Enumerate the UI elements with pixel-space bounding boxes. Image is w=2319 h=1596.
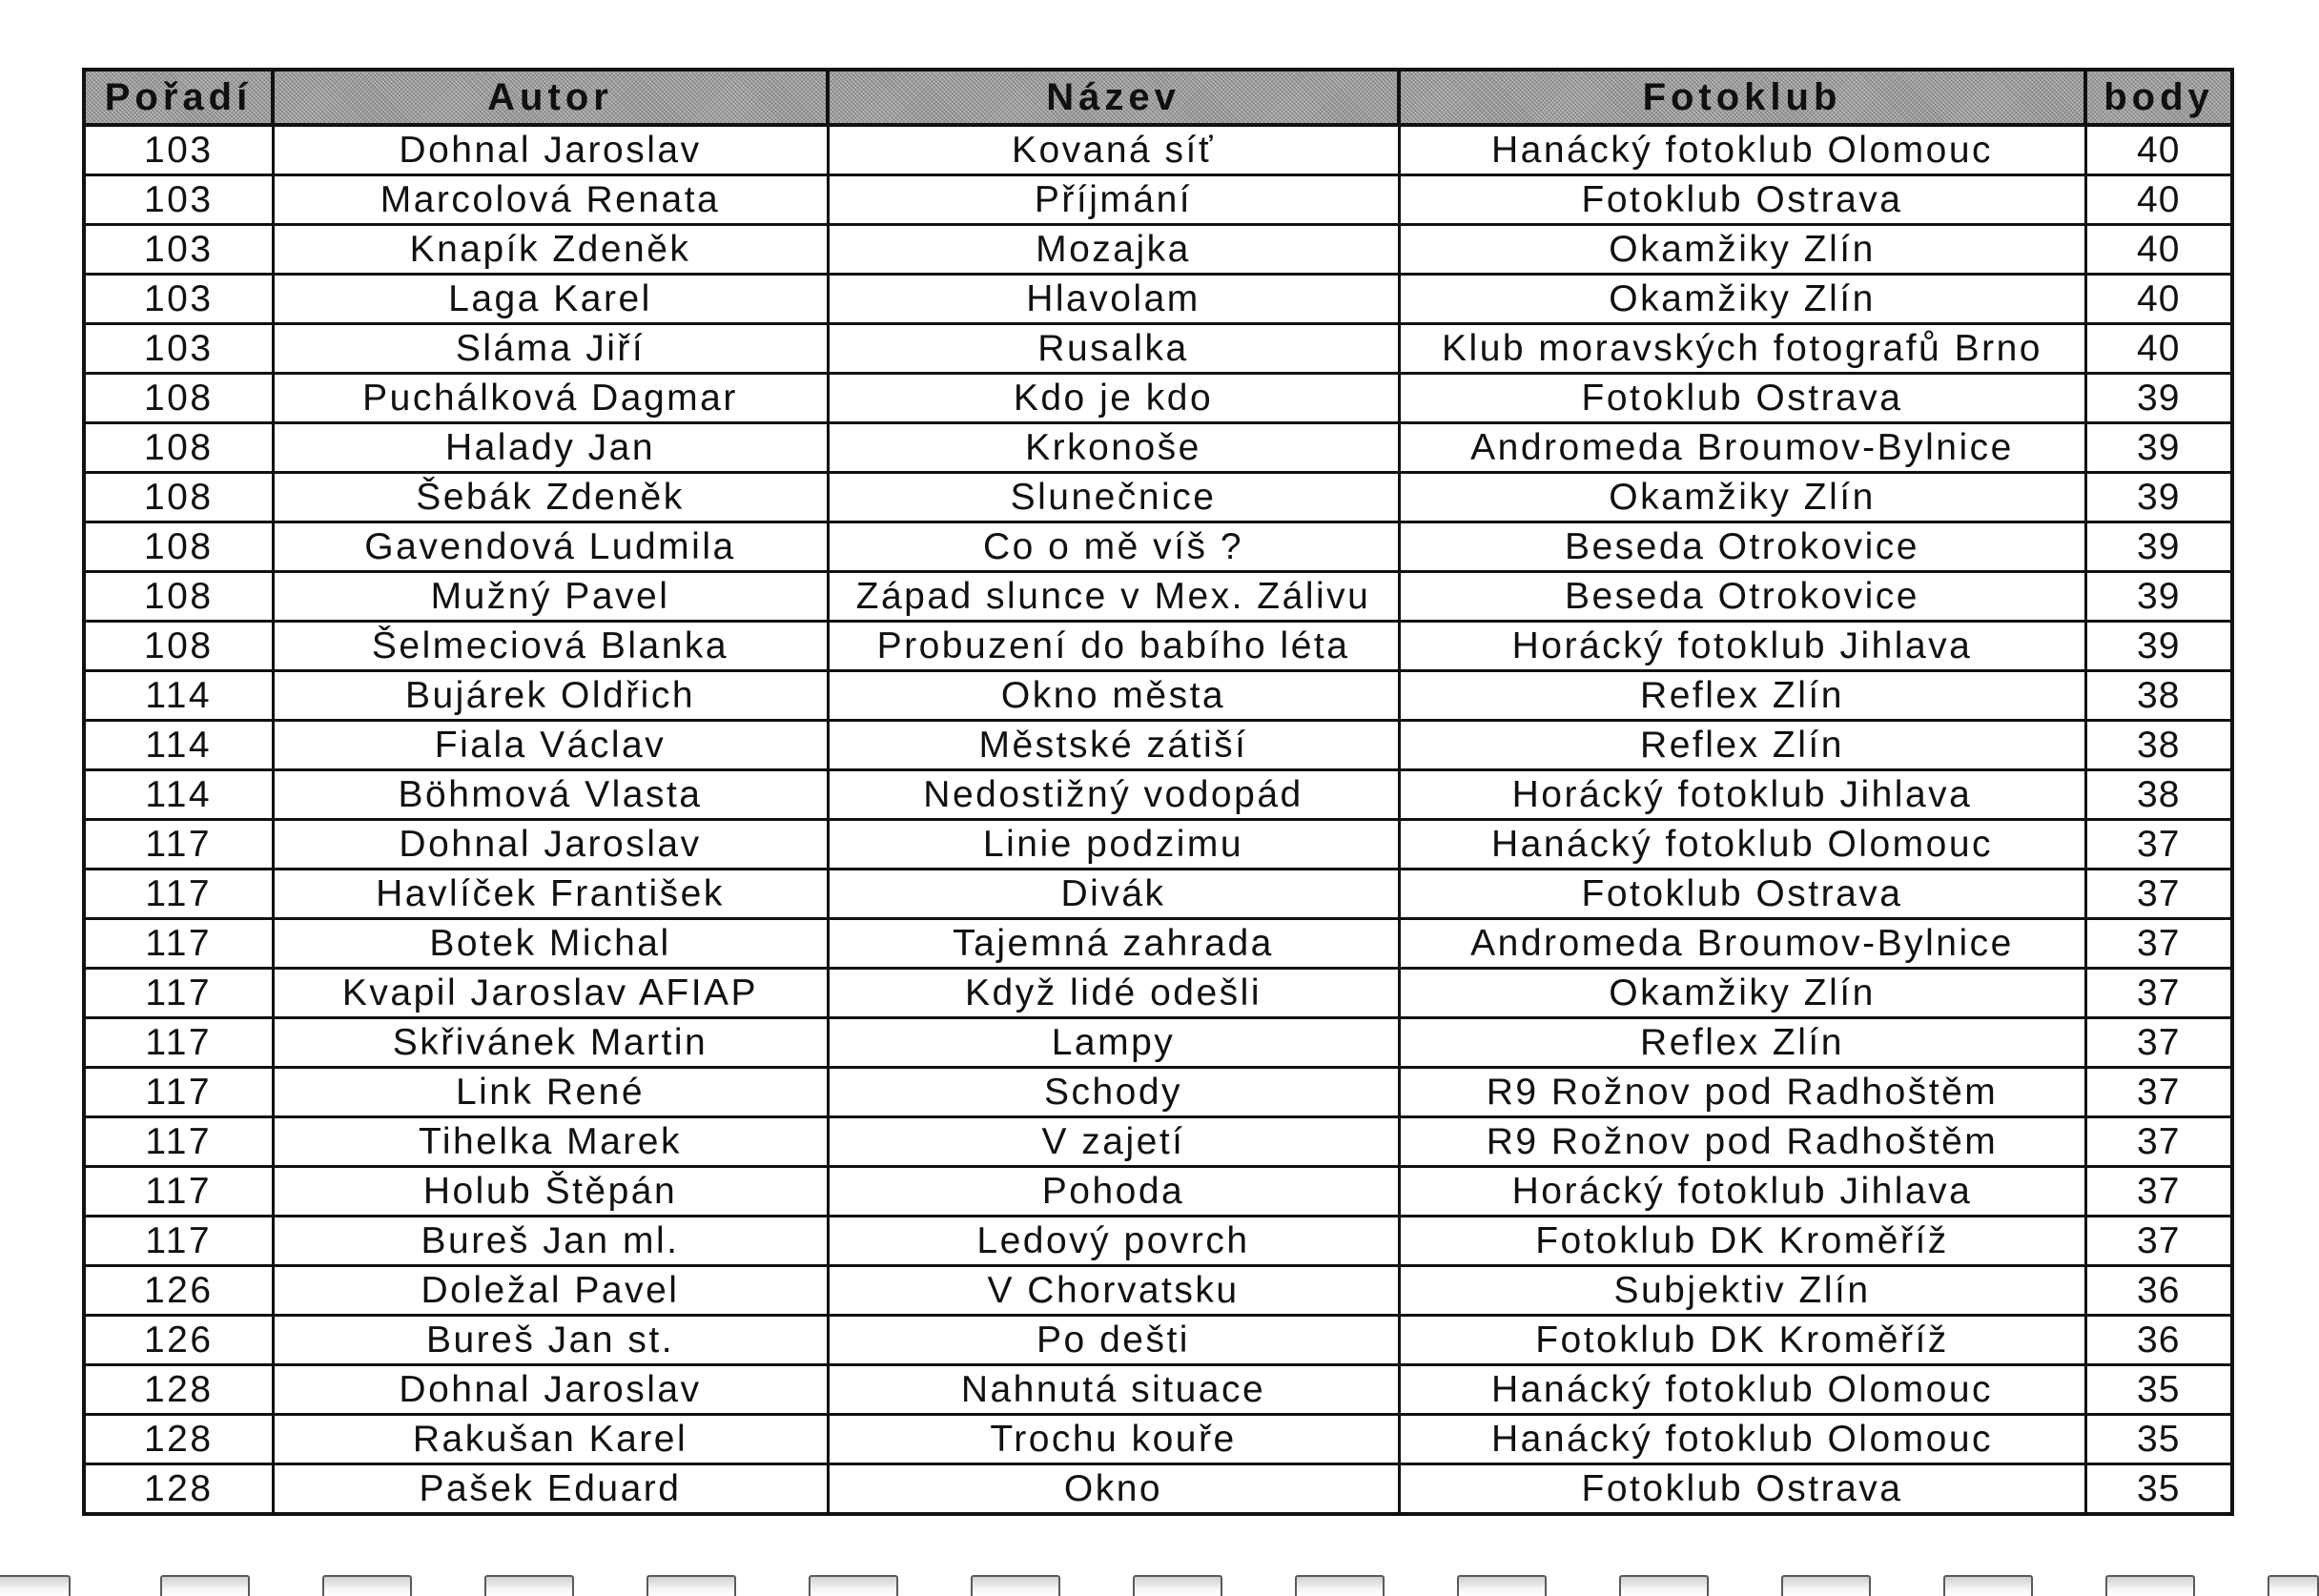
table-row xyxy=(84,1167,2232,1217)
cell-club: Andromeda Broumov-Bylnice xyxy=(1399,423,2085,473)
cell-author: Dohnal Jaroslav xyxy=(273,1365,828,1415)
cell-rank: 117 xyxy=(84,919,273,969)
cell-title: Linie podzimu xyxy=(828,820,1399,870)
cell-rank: 103 xyxy=(84,324,273,374)
cell-points: 37 xyxy=(2085,1068,2232,1117)
cell-points: 39 xyxy=(2085,522,2232,572)
cell-author: Bureš Jan ml. xyxy=(273,1217,828,1266)
table-row xyxy=(84,969,2232,1018)
cell-points: 39 xyxy=(2085,374,2232,423)
cell-author: Halady Jan xyxy=(273,423,828,473)
cell-title: Rusalka xyxy=(828,324,1399,374)
table-row xyxy=(84,1365,2232,1415)
cell-title: Probuzení do babího léta xyxy=(828,622,1399,671)
cell-points: 40 xyxy=(2085,324,2232,374)
perforation-hole xyxy=(1457,1575,1547,1596)
cell-rank: 108 xyxy=(84,622,273,671)
cell-club: Fotoklub Ostrava xyxy=(1399,870,2085,919)
cell-title: Po dešti xyxy=(828,1316,1399,1365)
cell-club: Okamžiky Zlín xyxy=(1399,969,2085,1018)
cell-title: V Chorvatsku xyxy=(828,1266,1399,1316)
cell-rank: 117 xyxy=(84,1217,273,1266)
cell-points: 39 xyxy=(2085,572,2232,622)
cell-title: Divák xyxy=(828,870,1399,919)
cell-title: Lampy xyxy=(828,1018,1399,1068)
table-row xyxy=(84,522,2232,572)
header-title: Název xyxy=(828,70,1399,125)
perforation-hole xyxy=(1943,1575,2033,1596)
cell-title: Hlavolam xyxy=(828,275,1399,324)
table-row xyxy=(84,324,2232,374)
cell-title: Okno xyxy=(828,1464,1399,1515)
table-row xyxy=(84,225,2232,275)
cell-rank: 117 xyxy=(84,1167,273,1217)
perforation-hole xyxy=(1781,1575,1871,1596)
perforation-hole xyxy=(484,1575,574,1596)
cell-rank: 117 xyxy=(84,1117,273,1167)
perforation-hole xyxy=(1133,1575,1222,1596)
cell-points: 37 xyxy=(2085,1117,2232,1167)
cell-club: Hanácký fotoklub Olomouc xyxy=(1399,820,2085,870)
cell-points: 35 xyxy=(2085,1365,2232,1415)
cell-points: 39 xyxy=(2085,622,2232,671)
cell-author: Dohnal Jaroslav xyxy=(273,820,828,870)
cell-author: Kvapil Jaroslav AFIAP xyxy=(273,969,828,1018)
cell-author: Puchálková Dagmar xyxy=(273,374,828,423)
cell-club: Horácký fotoklub Jihlava xyxy=(1399,1167,2085,1217)
cell-author: Sláma Jiří xyxy=(273,324,828,374)
cell-club: Okamžiky Zlín xyxy=(1399,275,2085,324)
cell-author: Bureš Jan st. xyxy=(273,1316,828,1365)
cell-rank: 103 xyxy=(84,175,273,225)
cell-club: Horácký fotoklub Jihlava xyxy=(1399,770,2085,820)
table-row xyxy=(84,770,2232,820)
table-row xyxy=(84,671,2232,721)
cell-club: Okamžiky Zlín xyxy=(1399,473,2085,522)
cell-club: Reflex Zlín xyxy=(1399,671,2085,721)
cell-points: 35 xyxy=(2085,1415,2232,1464)
table-row xyxy=(84,423,2232,473)
header-points: body xyxy=(2085,70,2232,125)
cell-club: Subjektiv Zlín xyxy=(1399,1266,2085,1316)
cell-club: Klub moravských fotografů Brno xyxy=(1399,324,2085,374)
cell-rank: 108 xyxy=(84,572,273,622)
cell-rank: 103 xyxy=(84,225,273,275)
cell-author: Laga Karel xyxy=(273,275,828,324)
table-row xyxy=(84,1316,2232,1365)
cell-club: Hanácký fotoklub Olomouc xyxy=(1399,1365,2085,1415)
cell-author: Pašek Eduard xyxy=(273,1464,828,1515)
cell-club: Fotoklub Ostrava xyxy=(1399,374,2085,423)
table-row xyxy=(84,820,2232,870)
cell-points: 36 xyxy=(2085,1266,2232,1316)
cell-rank: 117 xyxy=(84,870,273,919)
cell-rank: 117 xyxy=(84,1068,273,1117)
table-row xyxy=(84,473,2232,522)
cell-title: Okno města xyxy=(828,671,1399,721)
cell-rank: 103 xyxy=(84,125,273,175)
table-row xyxy=(84,374,2232,423)
cell-points: 39 xyxy=(2085,423,2232,473)
perforation-hole xyxy=(0,1575,71,1596)
cell-title: Trochu kouře xyxy=(828,1415,1399,1464)
cell-points: 37 xyxy=(2085,870,2232,919)
cell-rank: 103 xyxy=(84,275,273,324)
cell-author: Marcolová Renata xyxy=(273,175,828,225)
results-table xyxy=(82,68,2234,1516)
cell-title: Nahnutá situace xyxy=(828,1365,1399,1415)
cell-author: Link René xyxy=(273,1068,828,1117)
cell-rank: 128 xyxy=(84,1415,273,1464)
perforation-strip xyxy=(0,1569,2319,1596)
cell-title: V zajetí xyxy=(828,1117,1399,1167)
cell-title: Slunečnice xyxy=(828,473,1399,522)
table-row xyxy=(84,175,2232,225)
cell-author: Botek Michal xyxy=(273,919,828,969)
cell-points: 40 xyxy=(2085,225,2232,275)
cell-club: Fotoklub Ostrava xyxy=(1399,175,2085,225)
perforation-hole xyxy=(809,1575,898,1596)
perforation-hole xyxy=(1295,1575,1385,1596)
cell-points: 40 xyxy=(2085,275,2232,324)
cell-title: Mozajka xyxy=(828,225,1399,275)
table-row xyxy=(84,125,2232,175)
cell-club: Reflex Zlín xyxy=(1399,1018,2085,1068)
cell-points: 37 xyxy=(2085,1018,2232,1068)
cell-club: Horácký fotoklub Jihlava xyxy=(1399,622,2085,671)
table-row xyxy=(84,572,2232,622)
cell-title: Když lidé odešli xyxy=(828,969,1399,1018)
cell-club: Andromeda Broumov-Bylnice xyxy=(1399,919,2085,969)
cell-club: Beseda Otrokovice xyxy=(1399,522,2085,572)
cell-club: Hanácký fotoklub Olomouc xyxy=(1399,125,2085,175)
header-row xyxy=(84,70,2232,125)
perforation-hole xyxy=(322,1575,412,1596)
cell-author: Doležal Pavel xyxy=(273,1266,828,1316)
cell-club: Fotoklub DK Kroměříž xyxy=(1399,1217,2085,1266)
cell-title: Městské zátiší xyxy=(828,721,1399,770)
cell-rank: 108 xyxy=(84,473,273,522)
cell-author: Dohnal Jaroslav xyxy=(273,125,828,175)
table-row xyxy=(84,1415,2232,1464)
cell-club: Reflex Zlín xyxy=(1399,721,2085,770)
cell-rank: 128 xyxy=(84,1464,273,1515)
perforation-hole xyxy=(2105,1575,2195,1596)
perforation-hole xyxy=(1619,1575,1709,1596)
cell-club: Hanácký fotoklub Olomouc xyxy=(1399,1415,2085,1464)
cell-points: 39 xyxy=(2085,473,2232,522)
table-row xyxy=(84,1266,2232,1316)
cell-title: Krkonoše xyxy=(828,423,1399,473)
cell-rank: 108 xyxy=(84,522,273,572)
cell-title: Příjmání xyxy=(828,175,1399,225)
perforation-hole xyxy=(160,1575,250,1596)
table-row xyxy=(84,1068,2232,1117)
cell-points: 37 xyxy=(2085,1167,2232,1217)
cell-author: Šebák Zdeněk xyxy=(273,473,828,522)
table-row xyxy=(84,1464,2232,1515)
cell-club: Fotoklub DK Kroměříž xyxy=(1399,1316,2085,1365)
cell-author: Holub Štěpán xyxy=(273,1167,828,1217)
cell-points: 37 xyxy=(2085,820,2232,870)
cell-points: 37 xyxy=(2085,1217,2232,1266)
cell-title: Pohoda xyxy=(828,1167,1399,1217)
cell-rank: 114 xyxy=(84,671,273,721)
header-club: Fotoklub xyxy=(1399,70,2085,125)
cell-club: Beseda Otrokovice xyxy=(1399,572,2085,622)
cell-author: Bujárek Oldřich xyxy=(273,671,828,721)
perforation-hole xyxy=(646,1575,736,1596)
cell-rank: 108 xyxy=(84,374,273,423)
cell-title: Tajemná zahrada xyxy=(828,919,1399,969)
header-author: Autor xyxy=(273,70,828,125)
cell-rank: 114 xyxy=(84,770,273,820)
cell-author: Mužný Pavel xyxy=(273,572,828,622)
cell-author: Tihelka Marek xyxy=(273,1117,828,1167)
table-row xyxy=(84,1117,2232,1167)
cell-title: Co o mě víš ? xyxy=(828,522,1399,572)
cell-rank: 126 xyxy=(84,1266,273,1316)
cell-club: R9 Rožnov pod Radhoštěm xyxy=(1399,1068,2085,1117)
cell-points: 38 xyxy=(2085,671,2232,721)
table-row xyxy=(84,1018,2232,1068)
cell-author: Fiala Václav xyxy=(273,721,828,770)
table-header xyxy=(84,70,2232,125)
table-row xyxy=(84,275,2232,324)
cell-author: Knapík Zdeněk xyxy=(273,225,828,275)
cell-title: Západ slunce v Mex. Zálivu xyxy=(828,572,1399,622)
cell-points: 37 xyxy=(2085,919,2232,969)
table-row xyxy=(84,622,2232,671)
cell-club: Okamžiky Zlín xyxy=(1399,225,2085,275)
cell-club: R9 Rožnov pod Radhoštěm xyxy=(1399,1117,2085,1167)
table-body xyxy=(84,125,2232,1514)
table-row xyxy=(84,721,2232,770)
cell-author: Havlíček František xyxy=(273,870,828,919)
cell-points: 38 xyxy=(2085,770,2232,820)
cell-title: Schody xyxy=(828,1068,1399,1117)
cell-rank: 114 xyxy=(84,721,273,770)
header-rank: Pořadí xyxy=(84,70,273,125)
cell-points: 37 xyxy=(2085,969,2232,1018)
cell-rank: 108 xyxy=(84,423,273,473)
cell-club: Fotoklub Ostrava xyxy=(1399,1464,2085,1515)
cell-points: 35 xyxy=(2085,1464,2232,1515)
cell-title: Nedostižný vodopád xyxy=(828,770,1399,820)
cell-author: Šelmeciová Blanka xyxy=(273,622,828,671)
cell-rank: 126 xyxy=(84,1316,273,1365)
perforation-hole xyxy=(971,1575,1060,1596)
cell-author: Böhmová Vlasta xyxy=(273,770,828,820)
cell-title: Kovaná síť xyxy=(828,125,1399,175)
cell-author: Skřivánek Martin xyxy=(273,1018,828,1068)
cell-points: 36 xyxy=(2085,1316,2232,1365)
table-row xyxy=(84,1217,2232,1266)
cell-title: Ledový povrch xyxy=(828,1217,1399,1266)
perforation-hole xyxy=(2268,1575,2319,1596)
cell-points: 40 xyxy=(2085,125,2232,175)
table-row xyxy=(84,919,2232,969)
cell-rank: 117 xyxy=(84,1018,273,1068)
table-row xyxy=(84,870,2232,919)
cell-author: Rakušan Karel xyxy=(273,1415,828,1464)
cell-points: 40 xyxy=(2085,175,2232,225)
cell-rank: 128 xyxy=(84,1365,273,1415)
cell-rank: 117 xyxy=(84,820,273,870)
cell-title: Kdo je kdo xyxy=(828,374,1399,423)
cell-author: Gavendová Ludmila xyxy=(273,522,828,572)
cell-rank: 117 xyxy=(84,969,273,1018)
cell-points: 38 xyxy=(2085,721,2232,770)
